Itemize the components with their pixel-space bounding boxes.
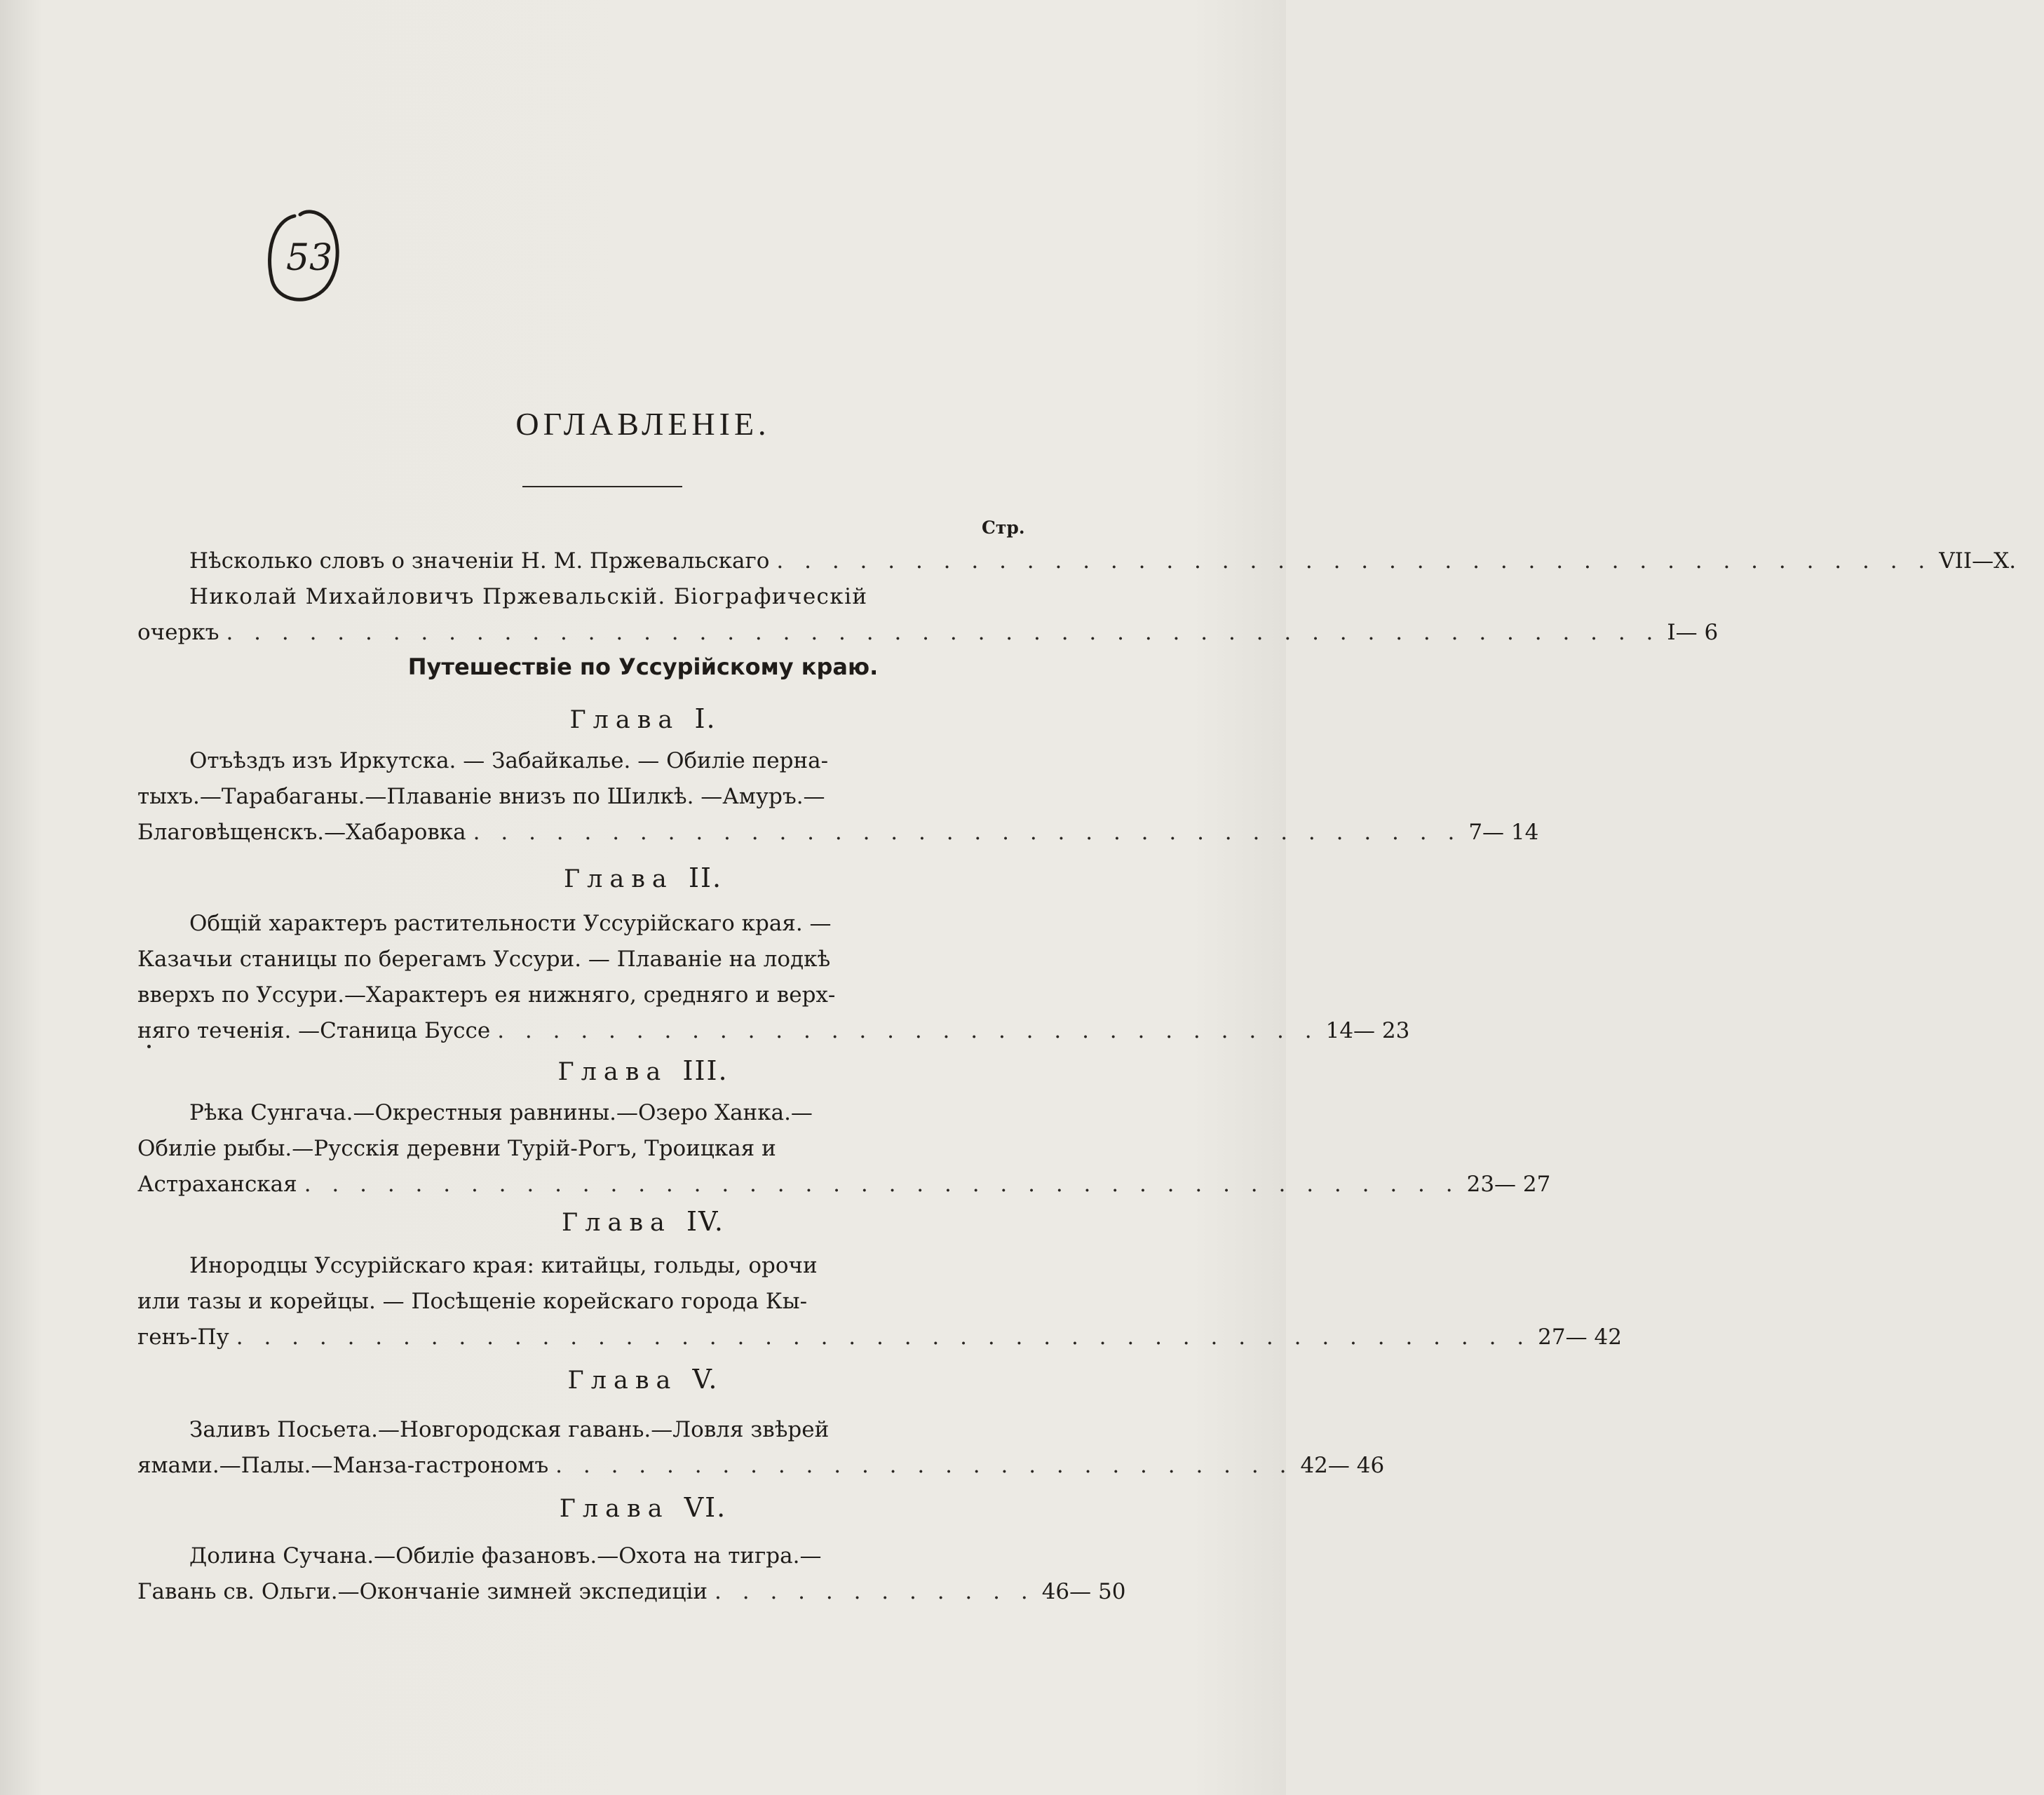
entry-text: Отъѣздъ изъ Иркутска. — Забайкалье. — Обиліе перна- (189, 748, 829, 773)
handwritten-circle-mark (259, 203, 349, 309)
chapter-numeral: I. (694, 703, 717, 734)
title-divider (522, 486, 682, 487)
entry-pages: 27— 42 (1538, 1325, 1622, 1350)
chapter-word: Глава (562, 1209, 672, 1237)
entry-text: няго теченія. —Станица Буссе (137, 1018, 491, 1043)
entry-text: Общій характеръ растительности Уссурійскаго края. — (189, 911, 832, 936)
dot-leader: . . . . . . . . . . . . . . . . . . . . . . . . . . . . . . (497, 1018, 1319, 1043)
chapter-numeral: III. (682, 1055, 729, 1086)
entry-text: Николай Михайловичъ Пржевальскій. Біографическій (189, 584, 868, 609)
chapter-numeral: II. (688, 862, 723, 893)
entry-pages: 46— 50 (1041, 1579, 1126, 1604)
dot-leader: . . . . . . . . . . . . (715, 1579, 1035, 1604)
entry-text: Гавань св. Ольги.—Окончаніе зимней экспедиціи (137, 1579, 708, 1604)
dot-leader: . . . . . . . . . . . . . . . . . . . . . . . . . . . . . . . . . . . . (473, 820, 1462, 845)
page-title: ОГЛАВЛЕНІЕ. (515, 406, 771, 442)
entry-pages: 42— 46 (1300, 1453, 1385, 1478)
entry-text: Обиліе рыбы.—Русскія деревни Турій-Рогъ, Троицкая и (137, 1136, 776, 1161)
entry-pages: 7— 14 (1468, 820, 1539, 845)
chapter-word: Глава (559, 1495, 670, 1523)
entry-text: Благовѣщенскъ.—Хабаровка (137, 820, 466, 845)
entry-text: Инородцы Уссурійскаго края: китайцы, гольды, орочи (189, 1253, 818, 1278)
entry-text: тыхъ.—Тарабаганы.—Плаваніе внизъ по Шилкѣ. —Амуръ.— (137, 784, 825, 809)
entry-text: Астраханская (137, 1172, 297, 1197)
svg-text:53: 53 (286, 237, 333, 279)
chapter-numeral: VI. (684, 1492, 727, 1523)
chapter-word: Глава (567, 1367, 678, 1395)
section-title: Путешествіе по Уссурійскому краю. (407, 653, 879, 680)
chapter-heading-2 (0, 862, 1286, 893)
chapter-numeral: IV. (686, 1206, 724, 1237)
toc-entry-chapter-6 (137, 1538, 1126, 1610)
entry-text: Рѣка Сунгача.—Окрестныя равнины.—Озеро Ханка.— (189, 1100, 813, 1125)
chapter-word: Глава (569, 706, 680, 734)
toc-entry-preface (137, 543, 2017, 579)
chapter-word: Глава (557, 1058, 668, 1086)
toc-entry-chapter-2 (137, 906, 1410, 1049)
dot-leader: . . . . . . . . . . . . . . . . . . . . . . . . . . . . . . . . . . . . . . . . . . (304, 1172, 1460, 1197)
entry-pages: 23— 27 (1466, 1172, 1551, 1197)
toc-entry-biography (137, 579, 1719, 651)
entry-text: вверхъ по Уссури.—Характеръ ея нижняго, средняго и верх- (137, 982, 836, 1008)
chapter-heading-4 (0, 1206, 1286, 1237)
entry-pages: I— 6 (1667, 620, 1719, 645)
chapter-heading-6 (0, 1492, 1286, 1523)
entry-text: Нѣсколько словъ о значеніи Н. М. Пржевальскаго (189, 548, 770, 574)
chapter-heading-3 (0, 1055, 1286, 1086)
chapter-word: Глава (563, 865, 674, 893)
entry-text: Долина Сучана.—Обиліе фазановъ.—Охота на тигра.— (189, 1543, 822, 1569)
ink-speck (147, 1045, 151, 1048)
entry-text: ямами.—Палы.—Манза-гастрономъ (137, 1453, 549, 1478)
entry-text: Заливъ Посьета.—Новгородская гавань.—Ловля звѣрей (189, 1417, 830, 1442)
entry-text: очеркъ (137, 620, 219, 645)
dot-leader: . . . . . . . . . . . . . . . . . . . . . . . . . . . . . . . . . . . . . . . . . . . . . . . (236, 1325, 1531, 1350)
chapter-heading-1 (0, 703, 1286, 734)
chapter-heading-5 (0, 1364, 1286, 1395)
entry-text: Казачьи станицы по берегамъ Уссури. — Плаваніе на лодкѣ (137, 947, 831, 972)
entry-pages: 14— 23 (1325, 1018, 1410, 1043)
dot-leader: . . . . . . . . . . . . . . . . . . . . . . . . . . . . . . . . . . . . . . . . . . (776, 548, 1933, 574)
entry-pages: VII—X. (1939, 548, 2017, 574)
page-column-label: Стр. (982, 517, 1025, 538)
dot-leader: . . . . . . . . . . . . . . . . . . . . . . . . . . . (555, 1453, 1294, 1478)
toc-entry-chapter-3 (137, 1095, 1551, 1203)
toc-entry-chapter-4 (137, 1248, 1622, 1355)
toc-entry-chapter-5 (137, 1412, 1385, 1484)
dot-leader: . . . . . . . . . . . . . . . . . . . . . . . . . . . . . . . . . . . . . . . . . . . . . . . . . . . . (226, 620, 1660, 645)
entry-text: генъ-Пу (137, 1325, 229, 1350)
handwritten-page-number (259, 203, 349, 309)
entry-text: или тазы и корейцы. — Посѣщеніе корейскаго города Кы- (137, 1289, 808, 1314)
toc-entry-chapter-1 (137, 743, 1539, 851)
chapter-numeral: V. (692, 1364, 719, 1395)
